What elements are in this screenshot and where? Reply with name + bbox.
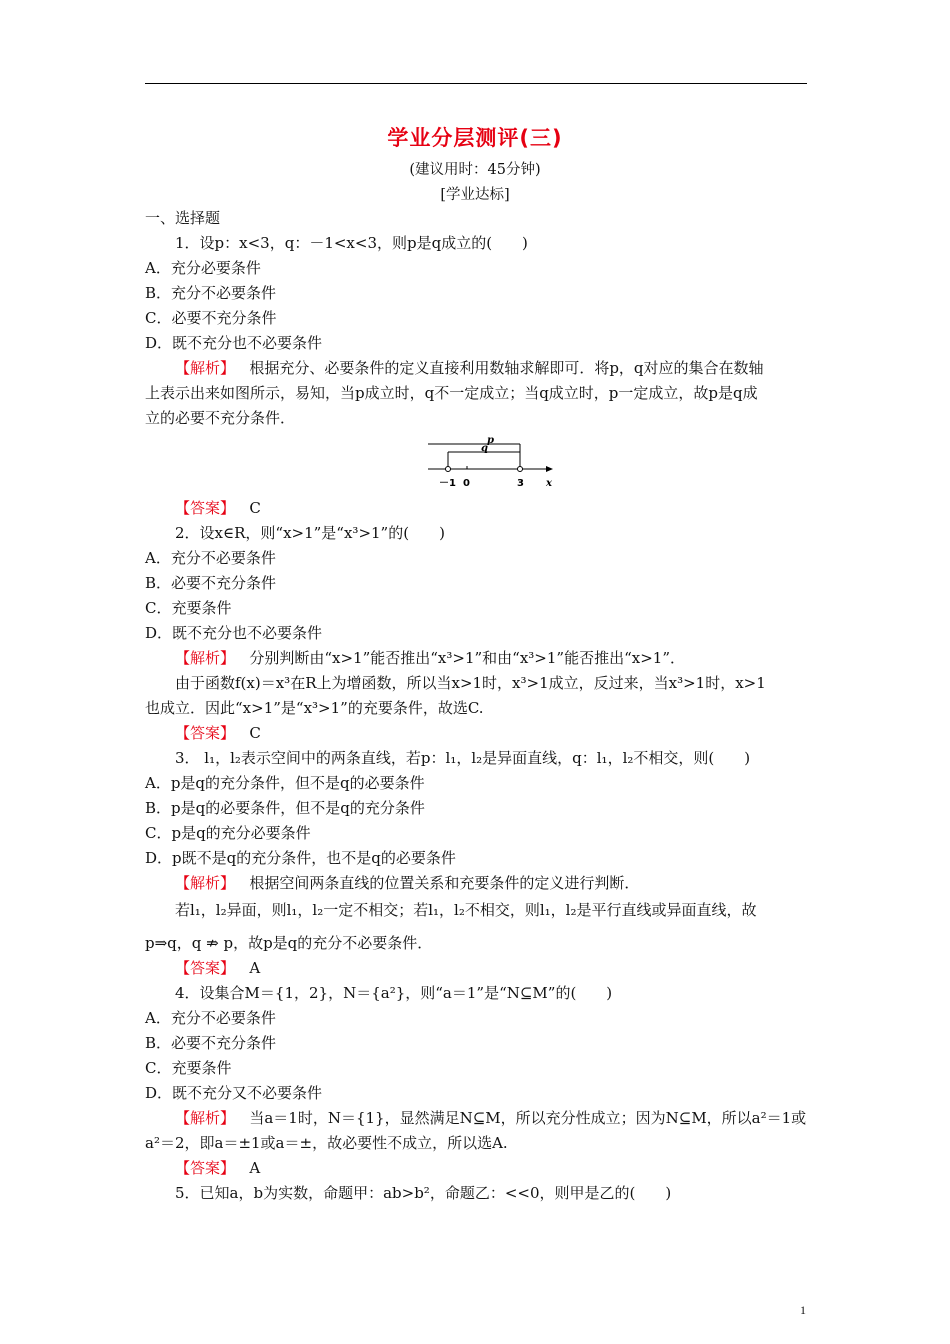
time-note: (建议用时：45分钟) (409, 162, 541, 178)
q4-option-d: D．既不充分又不必要条件 (145, 1084, 323, 1102)
q3-option-d: D．p既不是q的充分条件，也不是q的必要条件 (145, 849, 456, 867)
q4-analysis-line-2: a²＝2，即a＝±1或a＝±，故必要性不成立，所以选A. (145, 1134, 508, 1152)
q1-answer: 【答案】 C (175, 499, 261, 517)
q4-option-c: C．充要条件 (145, 1059, 232, 1077)
q1-option-b: B．充分不必要条件 (145, 284, 277, 302)
tick-minus1: －1 (439, 478, 456, 489)
question-5-stem: 5．已知a，b为实数，命题甲：ab>b²，命题乙：<<0，则甲是乙的( ) (175, 1184, 672, 1202)
q2-option-a: A．充分不必要条件 (145, 549, 276, 567)
q1-analysis-line-1: 【解析】 根据充分、必要条件的定义直接利用数轴求解即可．将p，q对应的集合在数轴 (175, 359, 764, 377)
tick-3: 3 (517, 478, 524, 489)
label-q: q (481, 443, 488, 454)
axis-x-label: x (546, 478, 552, 489)
q2-analysis-line-2: 由于函数f(x)＝x³在R上为增函数，所以当x>1时，x³>1成立，反过来，当x³>1时，x>1 (175, 674, 766, 692)
q4-answer: 【答案】 A (175, 1159, 261, 1177)
question-3-stem: 3． l₁，l₂表示空间中的两条直线，若p：l₁，l₂是异面直线，q：l₁，l₂不相交，则( ) (175, 749, 751, 767)
analysis-tag: 【解析】 (175, 359, 236, 377)
q3-analysis-line-3: p⇒q，q ⇏ p，故p是q的充分不必要条件． (145, 934, 433, 952)
page-title: 学业分层测评(三) (387, 126, 563, 150)
label-p: p (487, 436, 494, 446)
q2-option-d: D．既不充分也不必要条件 (145, 624, 323, 642)
q3-answer: 【答案】 A (175, 959, 261, 977)
number-line-figure (425, 436, 555, 490)
q1-option-a: A．充分必要条件 (145, 259, 261, 277)
q2-option-c: C．充要条件 (145, 599, 232, 617)
q4-option-a: A．充分不必要条件 (145, 1009, 276, 1027)
q2-answer: 【答案】 C (175, 724, 261, 742)
q2-analysis-line-1: 【解析】 分别判断由“x>1”能否推出“x³>1”和由“x³>1”能否推出“x>1”． (175, 649, 685, 667)
q3-option-b: B．p是q的必要条件，但不是q的充分条件 (145, 799, 425, 817)
question-4-stem: 4．设集合M＝{1，2}，N＝{a²}，则“a＝1”是“N⊆M”的( ) (175, 984, 613, 1002)
q4-analysis-line-1: 【解析】 当a＝1时，N＝{1}，显然满足N⊆M，所以充分性成立；因为N⊆M，所以a²＝1或 (175, 1109, 807, 1127)
q1-analysis-line-2: 上表示出来如图所示，易知，当p成立时，q不一定成立；当q成立时，p一定成立，故p是q成 (145, 384, 758, 402)
q4-option-b: B．必要不充分条件 (145, 1034, 277, 1052)
question-1-stem: 1．设p：x<3，q：－1<x<3，则p是q成立的( ) (175, 234, 528, 252)
header-rule (145, 83, 807, 84)
question-2-stem: 2．设x∈R，则“x>1”是“x³>1”的( ) (175, 524, 445, 542)
q3-analysis-line-2: 若l₁，l₂异面，则l₁，l₂一定不相交；若l₁，l₂不相交，则l₁，l₂是平行直线或异面直线，故 (175, 901, 757, 919)
q1-analysis-line-3: 立的必要不充分条件． (145, 409, 296, 427)
q1-option-d: D．既不充分也不必要条件 (145, 334, 323, 352)
q1-option-c: C．必要不充分条件 (145, 309, 277, 327)
tick-0: 0 (463, 478, 470, 489)
part-heading: 一、选择题 (145, 209, 221, 227)
q2-option-b: B．必要不充分条件 (145, 574, 277, 592)
q3-option-a: A．p是q的充分条件，但不是q的必要条件 (145, 774, 425, 792)
q3-analysis-line-1: 【解析】 根据空间两条直线的位置关系和充要条件的定义进行判断． (175, 874, 640, 892)
page-number: 1 (800, 1303, 806, 1317)
section-label: [学业达标] (440, 187, 510, 203)
q2-analysis-line-3: 也成立．因此“x>1”是“x³>1”的充要条件，故选C. (145, 699, 484, 717)
q3-option-c: C．p是q的充分必要条件 (145, 824, 311, 842)
